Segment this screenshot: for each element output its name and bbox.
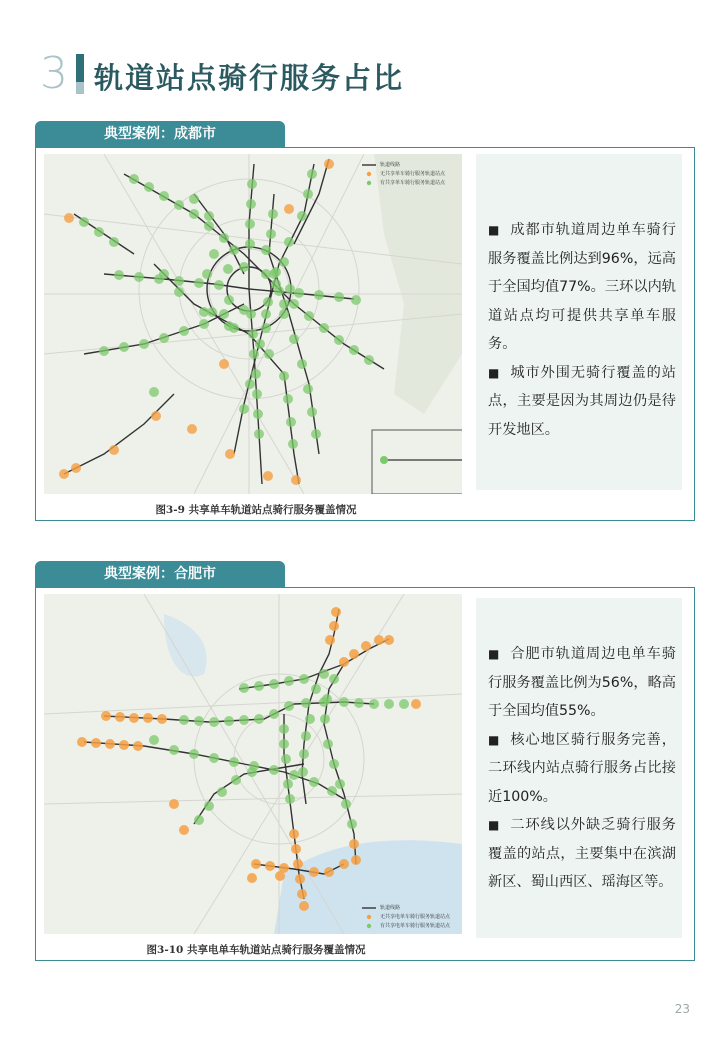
legend-rail-line: 轨道线路 xyxy=(380,162,401,168)
chengdu-bullet-2: ■ 城市外围无骑行覆盖的站点，主要是因为其周边仍是待开发地区。 xyxy=(488,364,676,438)
chengdu-map xyxy=(44,154,462,494)
case-tab-hefei: 典型案例：合肥市 xyxy=(35,561,285,587)
case-panel-hefei xyxy=(35,587,695,961)
chengdu-bullet-1: ■ 成都市轨道周边单车骑行服务覆盖比例达到96%，远高于全国均值77%。三环以内轨道站点均可提供共享单车服务。 xyxy=(488,222,676,352)
hefei-caption: 图3-10 共享电单车轨道站点骑行服务覆盖情况 xyxy=(146,944,366,956)
section-header xyxy=(40,50,680,100)
case-tab-chengdu: 典型案例：成都市 xyxy=(35,121,285,147)
hefei-bullet-2: ■ 核心地区骑行服务完善，二环线内站点骑行服务占比接近100%。 xyxy=(488,731,676,805)
hefei-map-graphic xyxy=(44,594,462,934)
chengdu-caption: 图3-9 共享单车轨道站点骑行服务覆盖情况 xyxy=(155,504,357,516)
section-title: 轨道站点骑行服务占比 xyxy=(94,61,405,95)
legend-with-service: 有共享电单车骑行服务轨道站点 xyxy=(380,923,451,929)
chengdu-legend xyxy=(380,161,445,188)
hefei-bullet-1: ■ 合肥市轨道周边电单车骑行服务覆盖比例为56%，略高于全国均值55%。 xyxy=(488,646,676,719)
legend-with-service: 有共享单车骑行服务轨道站点 xyxy=(380,180,446,186)
chengdu-map-graphic xyxy=(44,154,462,494)
legend-rail-line: 轨道线路 xyxy=(380,905,401,911)
hefei-map xyxy=(44,594,462,934)
chengdu-info-panel xyxy=(476,154,682,490)
hefei-bullet-3: ■ 二环线以外缺乏骑行服务覆盖的站点，主要集中在滨湖新区、蜀山西区、瑶海区等。 xyxy=(488,817,676,890)
page-number: 23 xyxy=(674,1002,690,1016)
section-number: 3 xyxy=(40,48,68,99)
hefei-legend xyxy=(380,904,450,931)
case-panel-chengdu xyxy=(35,147,695,521)
section-marker xyxy=(76,54,84,94)
hefei-info-panel xyxy=(476,598,682,938)
legend-no-service: 无共享单车骑行服务轨道站点 xyxy=(380,171,446,177)
legend-no-service: 无共享电单车骑行服务轨道站点 xyxy=(380,914,451,920)
